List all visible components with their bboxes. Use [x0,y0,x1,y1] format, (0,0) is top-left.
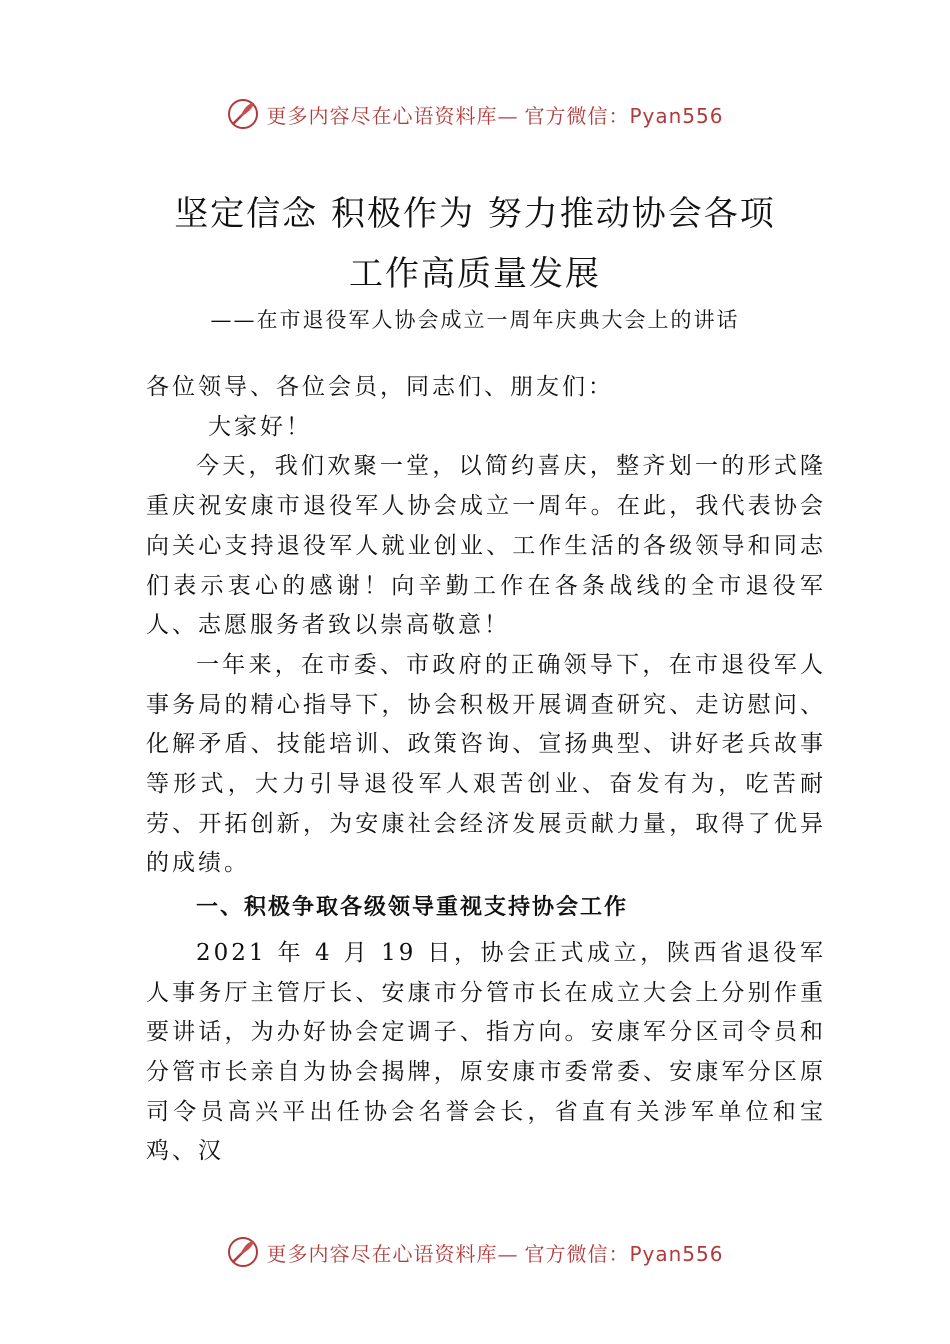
watermark-wechat: 官方微信：Pyan556 [524,103,724,128]
feather-logo-icon [226,1235,260,1269]
watermark-text: 更多内容尽在心语资料库— [266,103,519,128]
paragraph-1: 今天，我们欢聚一堂，以简约喜庆，整齐划一的形式隆重庆祝安康市退役军人协会成立一周年。在此，我代表协会向关心支持退役军人就业创业、工作生活的各级领导和同志 们表示衷心的感谢！向辛勤工作在各条战线的全市退役军人、志愿服务者致以崇高敬意！ [146,453,826,639]
document-body [146,368,826,1172]
header-watermark [0,92,950,136]
document-title-line2: 工作高质量发展 [349,254,601,294]
paragraph-2: 一年来，在市委、市政府的正确领导下，在市退役军人事务局的精心指导下，协会积极开展调查研究、走访慰问、 化解矛盾、技能培训、政策咨询、宣扬典型、讲好老兵故事等形式，大力引导退役军人艰苦创业、奋发有为，吃苦耐劳、开拓创新，为安康社会经济发展贡献力量，取得了优异的成绩。 [146,651,826,877]
section-heading-1: 一、积极争取各级领导重视支持协会工作 [196,895,629,921]
paragraph-3: 2021 年 4 月 19 日，协会正式成立，陕西省退役军人事务厅主管厅长、安康市分管市长在成立大会上分别作重要讲话，为办好协会定调子、指方向。安康军分区司令员和分管市长亲自为协会揭牌，原安康市委常委、安康军分区原司令员高兴平出任协会名誉会长，省直有关涉军单位和宝鸡、汉 [146,939,826,1165]
greeting: 大家好！ [208,413,312,440]
salutation: 各位领导、各位会员，同志们、朋友们： [146,374,614,400]
watermark-wechat: 官方微信：Pyan556 [524,1241,724,1266]
watermark-text: 更多内容尽在心语资料库— [266,1241,519,1266]
feather-logo-icon [226,97,260,131]
document-subtitle: ——在市退役军人协会成立一周年庆典大会上的讲话 [210,308,740,332]
footer-watermark [0,1230,950,1274]
document-title-line1: 坚定信念 积极作为 努力推动协会各项 [174,194,776,234]
